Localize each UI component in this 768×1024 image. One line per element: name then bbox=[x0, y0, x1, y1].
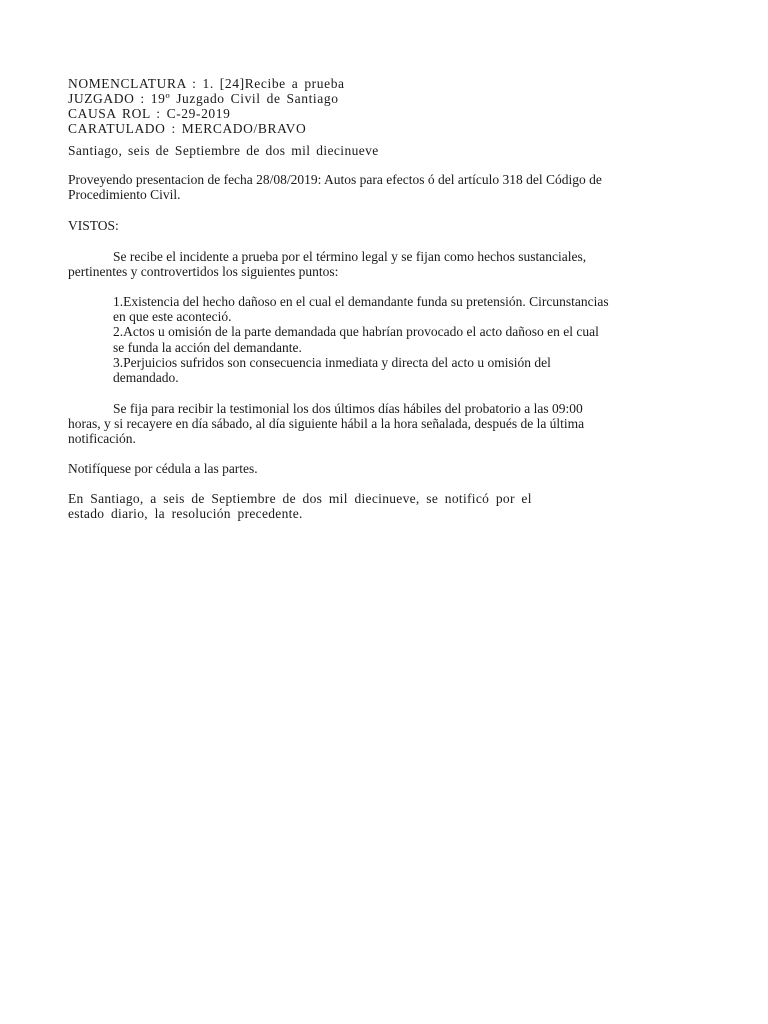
certification-paragraph: En Santiago, a seis de Septiembre de dos mil diecinueve, se notificó por el estado diario, la resolución precedente. bbox=[68, 491, 532, 522]
case-header bbox=[68, 76, 588, 136]
proveyendo-paragraph: Proveyendo presentacion de fecha 28/08/2019: Autos para efectos ó del artículo 318 del Código de Procedimiento Civil. bbox=[68, 172, 602, 203]
recibe-paragraph: Se recibe el incidente a prueba por el término legal y se fijan como hechos sustanciales, pertinentes y controvertidos los siguientes puntos: bbox=[68, 249, 587, 280]
causa-rol-line: CAUSA ROL : C-29-2019 bbox=[68, 106, 231, 121]
point-item-3: 3.Perjuicios sufridos son consecuencia inmediata y directa del acto u omisión del demandado. bbox=[113, 354, 551, 386]
notifiquese-line: Notifíquese por cédula a las partes. bbox=[68, 461, 258, 476]
points-list bbox=[113, 294, 613, 385]
nomenclatura-line: NOMENCLATURA : 1. [24]Recibe a prueba bbox=[68, 76, 345, 91]
date-line: Santiago, seis de Septiembre de dos mil diecinueve bbox=[68, 143, 379, 158]
point-item-1: 1.Existencia del hecho dañoso en el cual el demandante funda su pretensión. Circunstancias en que este aconteció. bbox=[113, 294, 609, 325]
juzgado-line: JUZGADO : 19º Juzgado Civil de Santiago bbox=[68, 91, 339, 106]
point-item-2: 2.Actos u omisión de la parte demandada que habrían provocado el acto dañoso en el cual se funda la acción del demandante. bbox=[113, 324, 599, 355]
testimonial-paragraph: Se fija para recibir la testimonial los dos últimos días hábiles del probatorio a las 09:00 horas, y si recayere en día sábado, al día siguiente hábil a la hora señalada, después de la última notificación. bbox=[68, 401, 585, 447]
vistos-heading: VISTOS: bbox=[68, 218, 119, 233]
caratulado-line: CARATULADO : MERCADO/BRAVO bbox=[68, 121, 307, 136]
